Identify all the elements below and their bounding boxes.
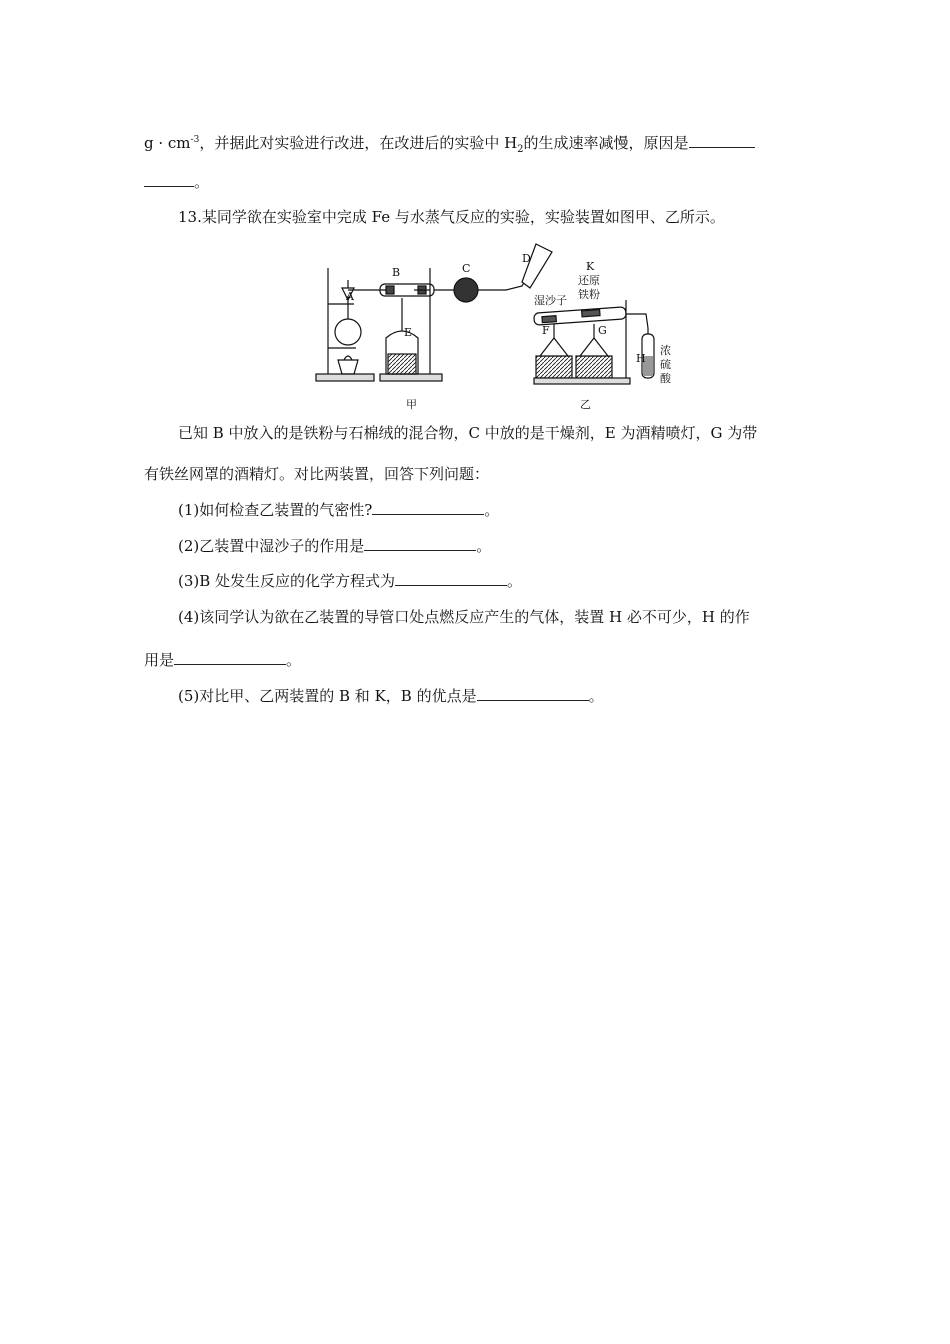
period: 。 [507, 572, 523, 590]
text-line-1-middle: ，并据此对实验进行改进，在改进后的实验中 H [199, 134, 518, 152]
label-h: H [636, 352, 646, 365]
period: 。 [194, 173, 210, 191]
label-reduced-1: 还原 [578, 274, 600, 287]
period: 。 [588, 687, 604, 705]
label-acid-3: 酸 [660, 372, 671, 385]
round-flask [335, 319, 361, 345]
answer-blank[interactable] [174, 650, 286, 665]
question-2-text: (2)乙装置中湿沙子的作用是 [178, 537, 365, 555]
burner-a [338, 360, 358, 374]
label-acid-2: 硫 [660, 358, 671, 371]
answer-blank[interactable] [144, 172, 194, 187]
info-line-1: 已知 B 中放入的是铁粉与石棉绒的混合物，C 中放的是干燥剂，E 为酒精喷灯，G 为带 [178, 424, 758, 442]
answer-blank[interactable] [477, 686, 589, 701]
answer-blank[interactable] [364, 536, 476, 551]
question-1 [178, 500, 499, 520]
period: 。 [286, 651, 302, 669]
label-e: E [404, 326, 413, 339]
label-b: B [392, 266, 401, 279]
label-f: F [542, 324, 550, 337]
lamp-f [540, 338, 568, 356]
question-13-title: 13.某同学欲在实验室中完成 Fe 与水蒸气反应的实验，实验装置如图甲、乙所示。 [178, 208, 725, 226]
question-1-text: (1)如何检查乙装置的气密性? [178, 501, 373, 519]
label-c: C [462, 262, 471, 275]
question-4-cont [144, 650, 301, 670]
question-5-text: (5)对比甲、乙两装置的 B 和 K，B 的优点是 [178, 687, 477, 705]
label-acid-1: 浓 [660, 344, 671, 357]
label-reduced-2: 铁粉 [578, 288, 600, 301]
stand-base-b [380, 374, 442, 381]
block-g [576, 356, 612, 378]
label-d: D [522, 252, 531, 265]
h2-subscript: 2 [517, 144, 524, 155]
answer-blank[interactable] [372, 500, 484, 515]
period: 。 [484, 501, 500, 519]
caption-yi: 乙 [580, 398, 591, 411]
lamp-g [580, 338, 608, 356]
question-4: (4)该同学认为欲在乙装置的导管口处点燃反应产生的气体，装置 H 必不可少，H 的作 [178, 608, 750, 626]
block-f [536, 356, 572, 378]
drying-ball-c [454, 278, 478, 302]
text-line-2 [144, 172, 209, 192]
caption-jia: 甲 [406, 398, 417, 411]
question-3-text: (3)B 处发生反应的化学方程式为 [178, 572, 396, 590]
unit-superscript: -3 [190, 135, 200, 145]
label-k: K [586, 260, 595, 273]
unit-text: g · cm [144, 134, 191, 152]
label-g: G [598, 324, 607, 337]
question-3 [178, 571, 522, 591]
question-5 [178, 686, 604, 706]
answer-blank[interactable] [689, 133, 755, 148]
text-line-1 [144, 130, 755, 160]
text-line-1-end: 的生成速率减慢，原因是 [523, 134, 689, 152]
apparatus-figure [308, 238, 678, 414]
period: 。 [476, 537, 492, 555]
question-4-text: 用是 [144, 651, 175, 669]
info-line-2: 有铁丝网罩的酒精灯。对比两装置，回答下列问题： [144, 465, 490, 483]
label-a: A [346, 290, 354, 303]
stand-base-a [316, 374, 374, 381]
label-wet-sand: 湿沙子 [534, 294, 567, 307]
question-2 [178, 536, 491, 556]
answer-blank[interactable] [395, 571, 507, 586]
stand-base-c [534, 378, 630, 384]
